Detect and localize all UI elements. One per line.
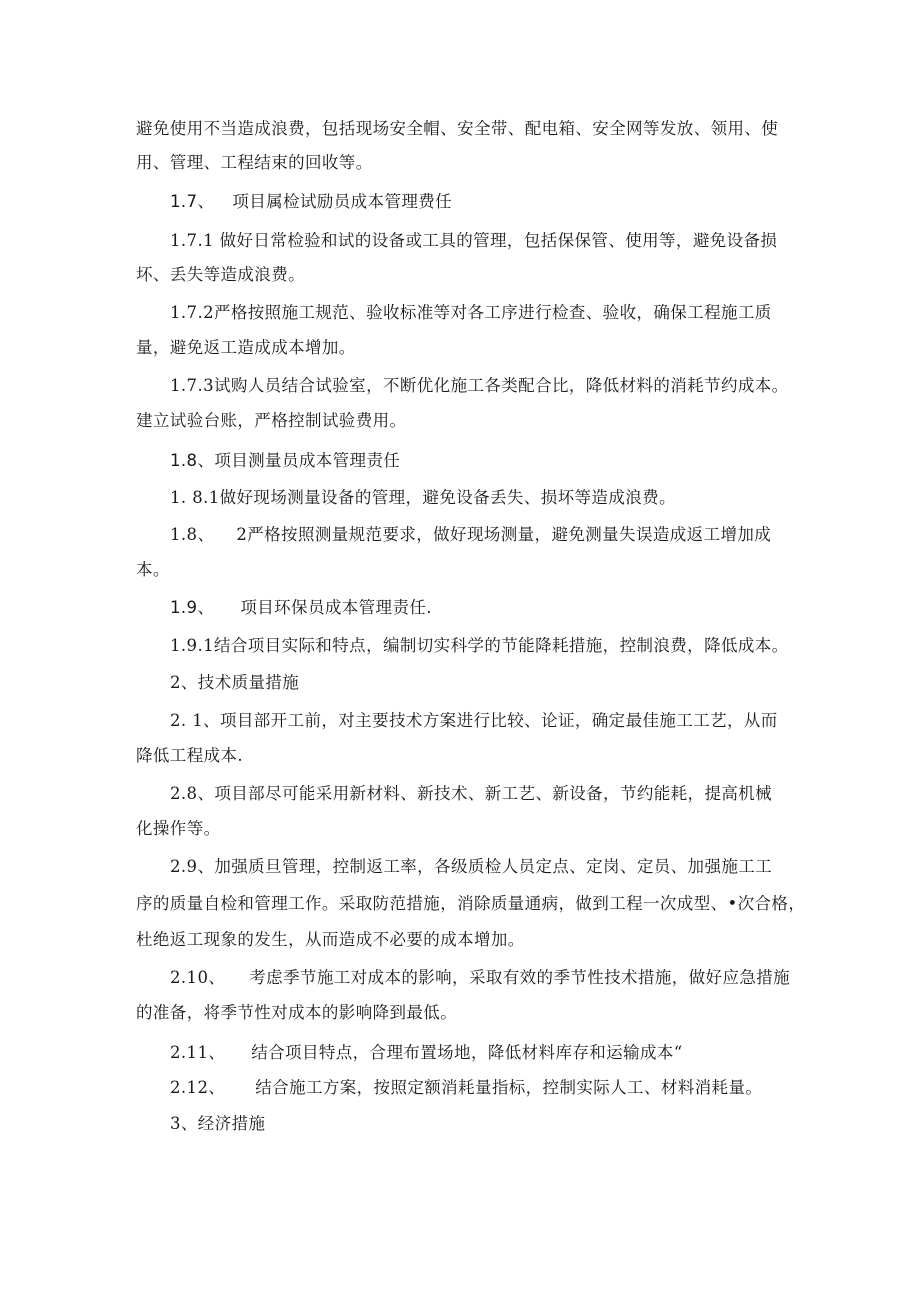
paragraph-line: 杜绝返工现象的发生，从而造成不必要的成本增加。 [136,930,525,949]
item-number: 1.8、 [170,525,215,544]
section-number: 1.9、 [170,598,215,617]
paragraph-line: 降低工程成本. [136,746,244,765]
paragraph-line: 的准备，将季节性对成本的影响降到最低。 [136,1003,458,1022]
paragraph-line: 2.8、项目部尽可能采用新材料、新技术、新工艺、新设备，节约能耗，提高机械 [170,784,773,803]
paragraph-line: 2.9、加强质旦管理，控制返工率，各级质检人员定点、定岗、定员、加强施工工 [170,857,773,876]
paragraph-line: 1.7.1 做好日常检验和试的设备或工具的管理，包括保保管、使用等，避免设备损 [170,231,778,250]
section-heading-1-9 [170,598,432,618]
subsection-heading: 2、技术质量措施 [170,673,300,692]
paragraph-line: 避免使用不当造成浪费，包括现场安全帽、安全带、配电箱、安全网等发放、领用、使 [136,119,779,138]
paragraph-line: 本。 [136,560,170,579]
paragraph-line: 化操作等。 [136,819,221,838]
paragraph-line: 坏、丢失等造成浪费。 [136,265,305,284]
section-number: 1.7、 [170,192,215,211]
section-title: 项目环保员成本管理责任. [240,598,432,617]
section-heading-1-8: 1.8、项目测量员成本管理责任 [170,451,401,470]
paragraph-line: 量，避免返工造成成本增加。 [136,338,356,357]
paragraph-line [170,968,790,988]
section-title: 项目属检试励员成本管理费任 [232,192,453,211]
item-number: 2.12、 [170,1078,226,1097]
paragraph-line: 序的质量自检和管理工作。采取防范措施，消除质量通病，做到工程一次成型、•次合格， [136,894,806,913]
paragraph-line [170,525,771,545]
item-number: 2.11、 [170,1043,226,1062]
paragraph-line: 用、管理、工程结束的回收等。 [136,153,373,172]
paragraph-line [170,1078,762,1098]
section-heading-1-7 [170,192,452,212]
item-text: 考虑季节施工对成本的影响，采取有效的季节性技术措施，做好应急措施 [249,968,791,987]
paragraph-line: 1. 8.1做好现场测量设备的管理，避免设备丢失、损坏等造成浪费。 [170,488,676,507]
item-text: 结合施工方案，按照定额消耗量指标，控制实际人工、材料消耗量。 [255,1078,763,1097]
paragraph-line: 建立试验台账，严格控制试验费用。 [136,411,407,430]
paragraph-line: 1.9.1结合项目实际和特点，编制切实科学的节能降耗措施，控制浪费，降低成本。 [170,636,789,655]
paragraph-line: 1.7.2严格按照施工规范、验收标准等对各工序进行检查、验收，确保工程施工质 [170,303,772,322]
item-number: 2.10、 [170,968,226,987]
paragraph-line: 1.7.3试购人员结合试验室，不断优化施工各类配合比，降低材料的消耗节约成本。 [170,376,789,395]
paragraph-line: 2. 1、项目部开工前，对主要技术方案进行比较、论证，确定最佳施工工艺，从而 [170,711,778,730]
paragraph-line [170,1043,683,1063]
subsection-heading: 3、经济措施 [170,1114,266,1133]
item-text: 2严格按照测量规范要求，做好现场测量，避免测量失误造成返工增加成 [236,525,772,544]
item-text: 结合项目特点，合理布置场地，降低材料库存和运输成本“ [251,1043,683,1062]
